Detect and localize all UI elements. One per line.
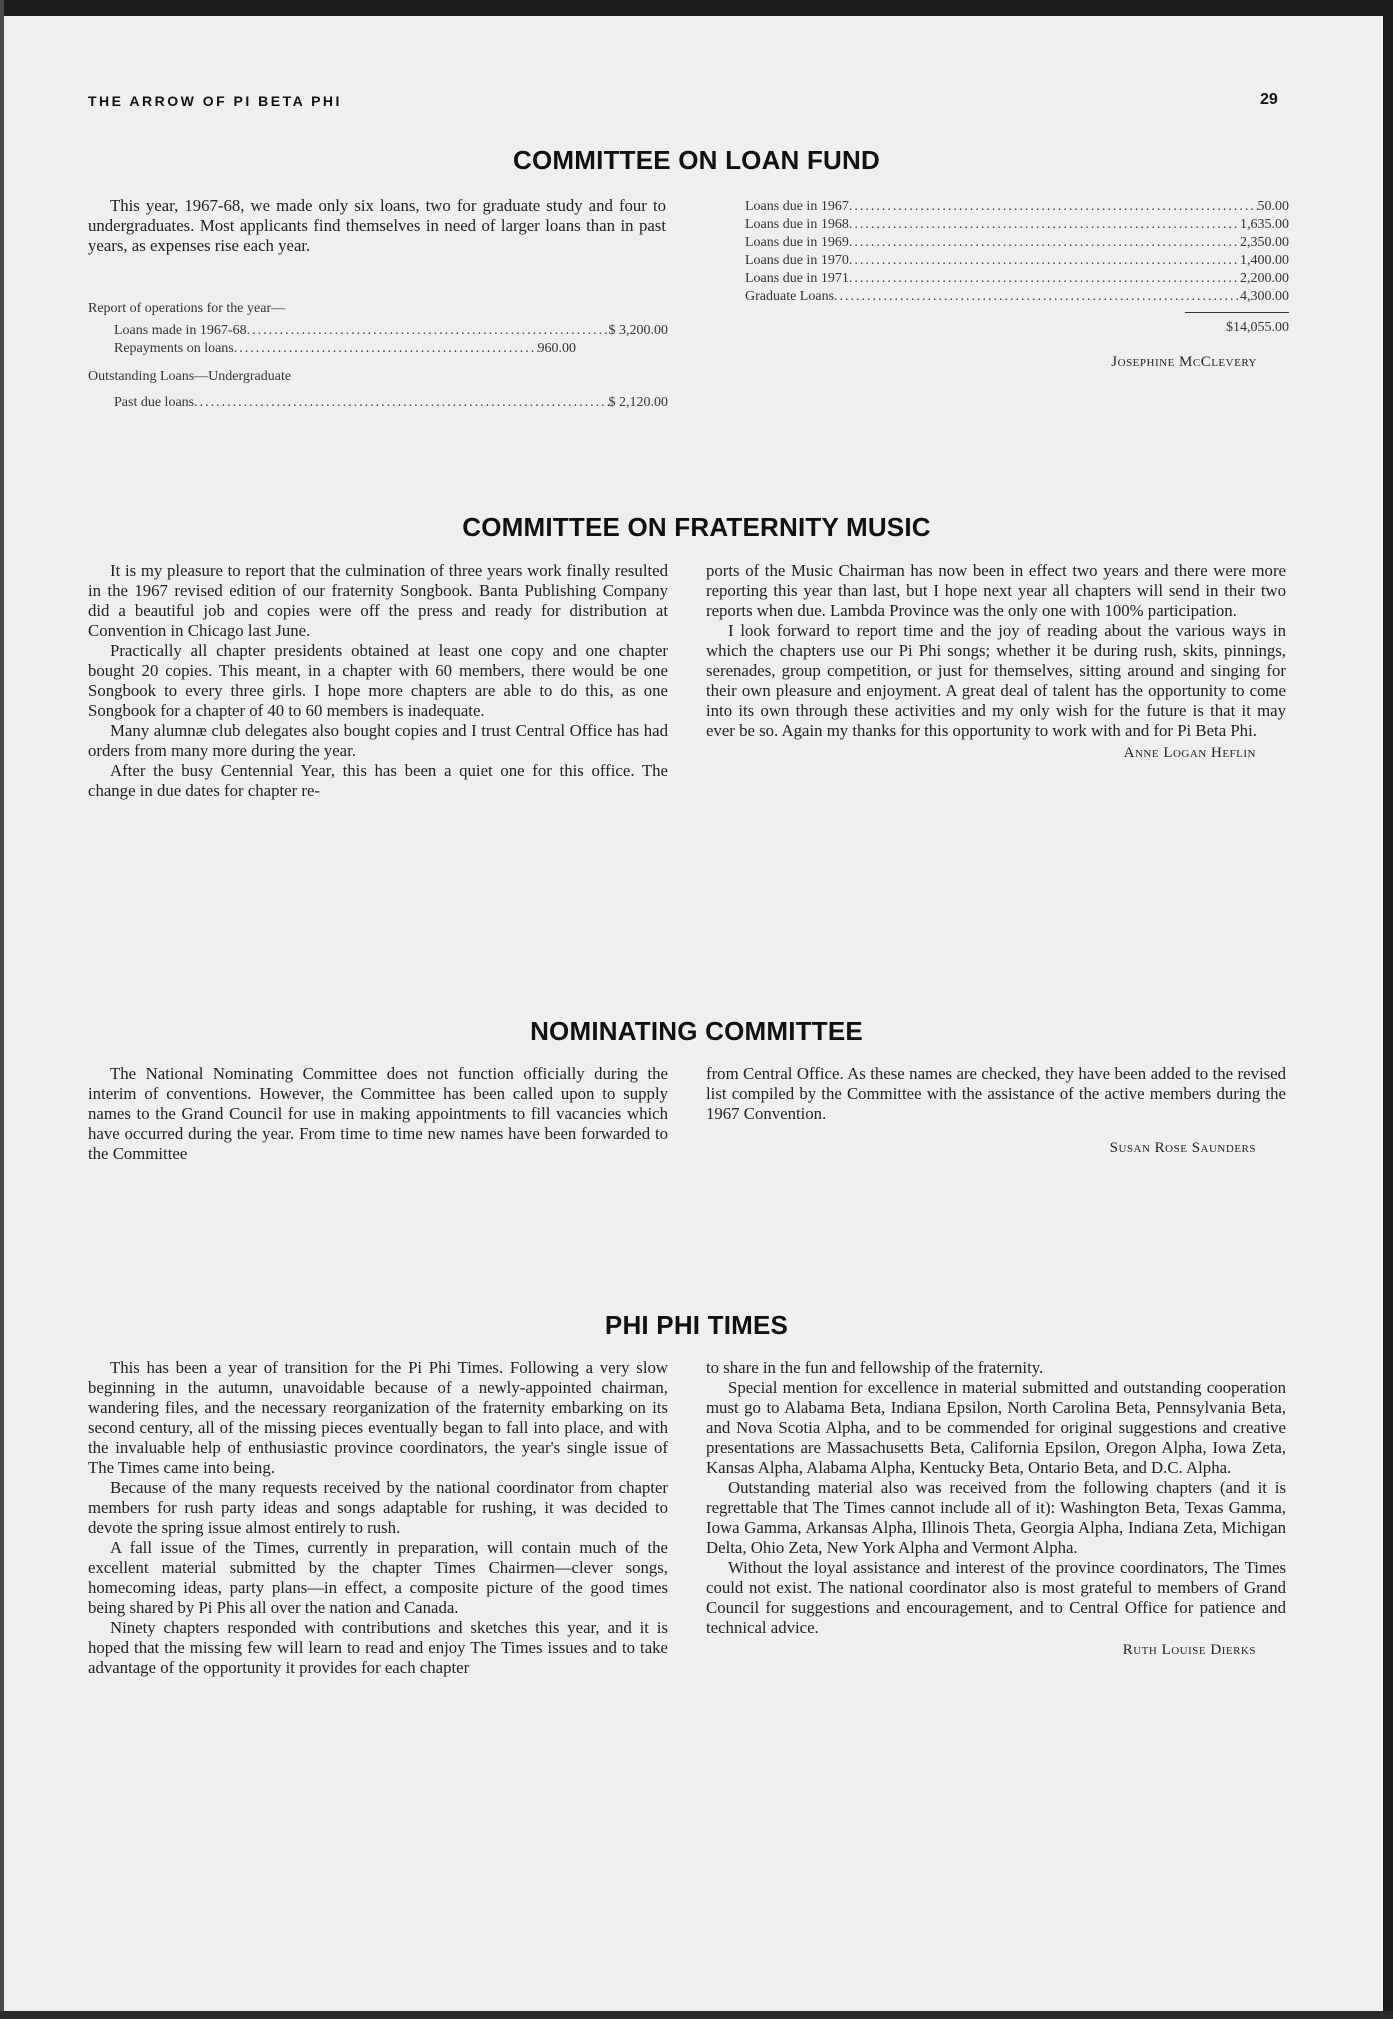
scan-border-left	[0, 0, 4, 2019]
loans-due-table	[745, 198, 1289, 337]
loan-fund-intro: This year, 1967-68, we made only six loans, two for graduate study and four to undergraduates. Most applicants find themselves in need of larger loans than in past years, as expenses rise each year.	[88, 196, 666, 255]
report-row-amount: $ 3,200.00	[608, 323, 668, 338]
nominating-signature: Susan Rose Saunders	[1109, 1140, 1256, 1156]
due-row: Loans due in 1969 ..... 2,350.00	[745, 234, 1289, 252]
report-rows	[88, 322, 668, 358]
outstanding-rows	[88, 394, 668, 412]
times-paragraph: Outstanding material also was received from the following chapters (and it is regrettable that The Times cannot include all of it): Washington Beta, Texas Gamma, Iowa Gamma, Arkansas Alpha, Illinois Theta, Georgia Alpha, Indiana Zeta, Michigan Delta, Ohio Zeta, New York Alpha and Vermont Alpha.	[706, 1478, 1286, 1557]
report-row-label: Repayments on loans	[114, 341, 234, 356]
due-row: Loans due in 1967 ..... 50.00	[745, 198, 1289, 216]
times-left-column	[88, 1358, 668, 1678]
music-right-column	[706, 561, 1286, 763]
music-paragraph: Many alumnæ club delegates also bought copies and I trust Central Office has had orders from many more during the year.	[88, 721, 668, 760]
outstanding-row	[114, 394, 668, 412]
times-paragraph: to share in the fun and fellowship of the fraternity.	[706, 1358, 1044, 1377]
report-row-label: Loans made in 1967-68	[114, 323, 247, 338]
music-left-column	[88, 561, 668, 801]
times-right-column	[706, 1358, 1286, 1660]
report-row-amount: 960.00	[537, 341, 576, 356]
nominating-title: NOMINATING COMMITTEE	[530, 1016, 863, 1046]
due-row: Graduate Loans ..... 4,300.00	[745, 288, 1289, 306]
loan-fund-signature: Josephine McClevery	[1111, 354, 1257, 370]
times-paragraph: Special mention for excellence in material submitted and outstanding cooperation must go to Alabama Beta, Indiana Epsilon, North Carolina Beta, Pennsylvania Beta, and Nova Scotia Alpha, and to be commended for original suggestions and creative presentations are Massachusetts Beta, California Epsilon, Oregon Alpha, Iowa Zeta, Kansas Alpha, Alabama Alpha, Kentucky Beta, Ontario Beta, and D.C. Alpha.	[706, 1378, 1286, 1477]
music-paragraph: It is my pleasure to report that the culmination of three years work finally resulted in the 1967 revised edition of our fraternity Songbook. Banta Publishing Company did a beautiful job and copies were off the press and ready for distribution at Convention in Chicago last June.	[88, 561, 668, 640]
loan-fund-report	[88, 300, 668, 412]
due-row: Loans due in 1970 ..... 1,400.00	[745, 252, 1289, 270]
scan-border-right	[1383, 0, 1393, 2019]
total-rule	[1185, 312, 1289, 313]
times-title: PHI PHI TIMES	[604, 1310, 789, 1340]
music-title: COMMITTEE ON FRATERNITY MUSIC	[462, 512, 931, 542]
due-row: Loans due in 1971 ..... 2,200.00	[745, 270, 1289, 288]
loan-fund-intro-column	[88, 196, 666, 256]
times-paragraph: Without the loyal assistance and interest of the province coordinators, The Times could not exist. The national coordinator also is most grateful to members of Grand Council for suggestions and encouragement, and to Central Office for patience and technical advice.	[706, 1558, 1286, 1637]
outstanding-heading: Outstanding Loans—Undergraduate	[88, 369, 292, 384]
music-paragraph: I look forward to report time and the joy of reading about the various ways in which the chapters use our Pi Phi songs; whether it be during rush, skits, pinnings, serenades, group competition, or just for themselves, sitting around and singing for their own pleasure and enjoyment. A great deal of talent has the opportunity to come into its own through these activities and my only wish for the future is that it may ever be so. Again my thanks for this opportunity to work with and for Pi Beta Phi.	[706, 621, 1286, 740]
report-heading: Report of operations for the year—	[88, 301, 286, 316]
times-signature: Ruth Louise Dierks	[1122, 1642, 1256, 1658]
music-paragraph: After the busy Centennial Year, this has been a quiet one for this office. The change in due dates for chapter re-	[88, 761, 668, 800]
music-paragraph: Practically all chapter presidents obtained at least one copy and one chapter bought 20 copies. This meant, in a chapter with 60 members, there would be one Songbook to every three girls. I hope more chapters are able to do this, as one Songbook for a chapter of 40 to 60 members is inadequate.	[88, 641, 668, 720]
loan-fund-title: COMMITTEE ON LOAN FUND	[513, 145, 880, 175]
scan-border-bottom	[0, 2011, 1393, 2019]
report-row	[114, 340, 576, 358]
nominating-right-column	[706, 1064, 1286, 1158]
scan-border-top	[0, 0, 1393, 16]
running-head: THE ARROW OF PI BETA PHI	[88, 93, 342, 109]
outstanding-row-amount: $ 2,120.00	[608, 395, 668, 410]
nominating-paragraph: The National Nominating Committee does not function officially during the interim of conventions. However, the Committee has been called upon to supply names to the Grand Council for use in making appointments to fill vacancies which have occurred during the year. From time to time new names have been forwarded to the Committee	[88, 1064, 668, 1163]
times-paragraph: This has been a year of transition for the Pi Phi Times. Following a very slow beginning in the autumn, unavoidable because of a newly-appointed chairman, wandering files, and the necessary reorganization of the fraternity embarking on its second century, all of the missing pieces eventually began to fall into place, and with the invaluable help of enthusiastic province coordinators, the year's single issue of The Times came into being.	[88, 1358, 668, 1477]
outstanding-row-label: Past due loans	[114, 395, 195, 410]
report-row	[114, 322, 668, 340]
times-paragraph: Ninety chapters responded with contributions and sketches this year, and it is hoped that the missing few will learn to read and enjoy The Times issues and to take advantage of the opportunity it provides for each chapter	[88, 1618, 668, 1677]
nominating-paragraph: from Central Office. As these names are checked, they have been added to the revised list compiled by the Committee with the assistance of the active members during the 1967 Convention.	[706, 1064, 1286, 1123]
loans-total: $14,055.00	[1226, 320, 1289, 335]
music-signature: Anne Logan Heflin	[1123, 745, 1256, 761]
due-row: Loans due in 1968 ..... 1,635.00	[745, 216, 1289, 234]
times-paragraph: A fall issue of the Times, currently in preparation, will contain much of the excellent material submitted by the chapter Times Chairmen—clever songs, homecoming ideas, party plans—in effect, a composite picture of the good times being shared by Pi Phis all over the nation and Canada.	[88, 1538, 668, 1617]
times-paragraph: Because of the many requests received by the national coordinator from chapter members for rush party ideas and songs adaptable for rushing, it was decided to devote the spring issue almost entirely to rush.	[88, 1478, 668, 1537]
music-paragraph: ports of the Music Chairman has now been in effect two years and there were more reporting this year than last, but I hope next year all chapters will send in their two reports when due. Lambda Province was the only one with 100% participation.	[706, 561, 1286, 620]
page-number: 29	[1260, 91, 1278, 108]
nominating-left-column	[88, 1064, 668, 1164]
